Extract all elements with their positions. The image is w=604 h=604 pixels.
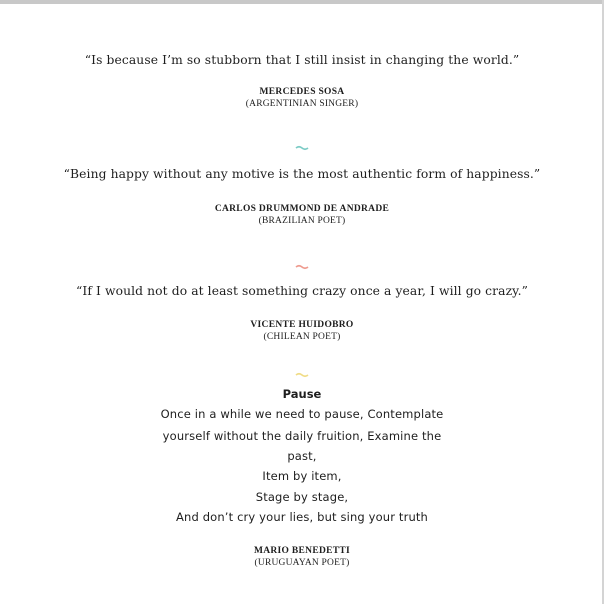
poem-author-role: (URUGUAYAN POET) [254, 558, 350, 568]
quote-text: “Is because I’m so stubborn that I still insist in changing the world.” [84, 53, 520, 67]
poem-line: Stage by stage, [255, 490, 349, 504]
quote-author: VICENTE HUIDOBRO [250, 320, 354, 330]
ornament-divider-icon [295, 264, 309, 270]
quote-text: “Being happy without any motive is the most authentic form of happiness.” [63, 167, 541, 181]
quote-author-role: (CHILEAN POET) [263, 332, 341, 342]
ornament-divider-icon [295, 145, 309, 151]
quote-author: CARLOS DRUMMOND DE ANDRADE [214, 204, 390, 214]
quote-author-role: (BRAZILIAN POET) [258, 216, 346, 226]
poem-title: Pause [282, 387, 322, 401]
poem-line: yourself without the daily fruition, Examine the [162, 429, 442, 443]
poem-line: Item by item, [262, 469, 342, 483]
poem-line: past, [287, 449, 317, 463]
quote-author: MERCEDES SOSA [259, 87, 345, 97]
quote-text: “If I would not do at least something crazy once a year, I will go crazy.” [76, 284, 528, 298]
poem-author: MARIO BENEDETTI [253, 546, 351, 556]
poem-line: Once in a while we need to pause, Contemplate [160, 407, 444, 421]
poem-line: And don’t cry your lies, but sing your truth [176, 510, 428, 524]
quote-author-role: (ARGENTINIAN SINGER) [245, 99, 359, 109]
ornament-divider-icon [295, 372, 309, 378]
